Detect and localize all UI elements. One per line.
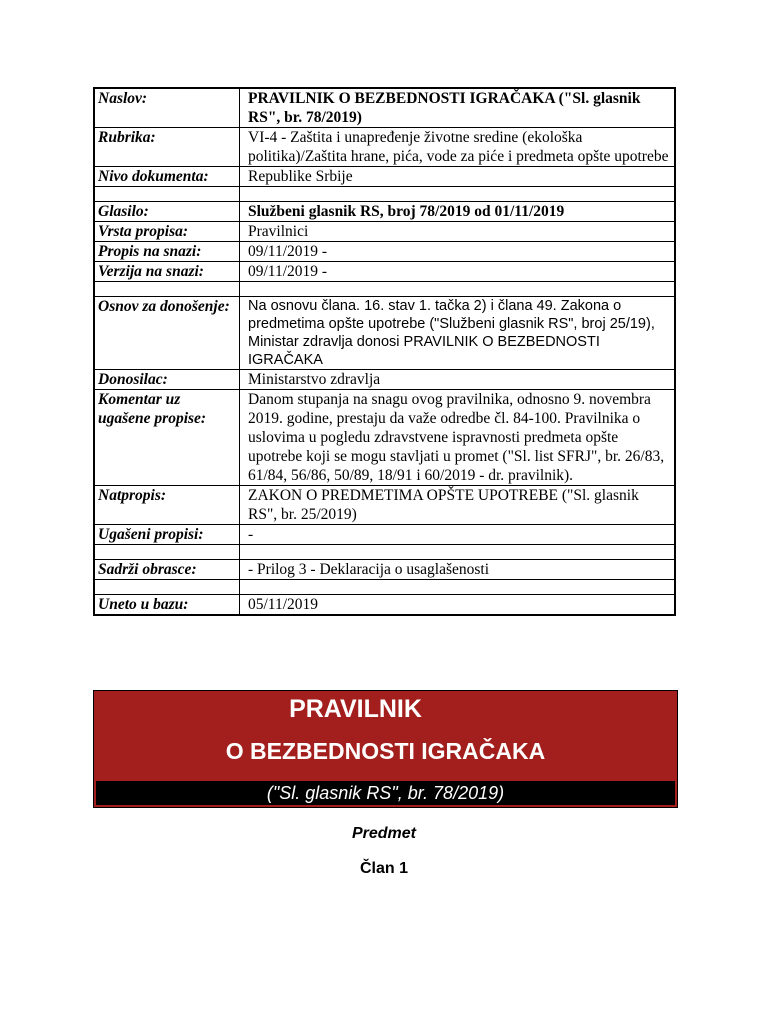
spacer-row — [94, 282, 675, 297]
spacer-row — [94, 580, 675, 595]
row-glasilo — [94, 202, 675, 222]
sadrzi-label: Sadrži obrasce: — [94, 560, 240, 580]
sadrzi-value: - Prilog 3 - Deklaracija o usaglašenosti — [240, 560, 676, 580]
title-banner — [93, 690, 678, 808]
propis-value: 09/11/2019 - — [240, 242, 676, 262]
rubrika-value: VI-4 - Zaštita i unapređenje životne sredine (ekološka politika)/Zaštita hrane, pića, vode za piće i predmeta opšte upotrebe — [240, 128, 676, 167]
row-ugaseni — [94, 525, 675, 545]
row-natpropis — [94, 486, 675, 525]
row-naslov — [94, 88, 675, 128]
banner-title: PRAVILNIK — [289, 695, 422, 723]
row-nivo — [94, 167, 675, 187]
document-metadata-table — [93, 87, 676, 616]
komentar-label: Komentar uz ugašene propise: — [94, 390, 240, 486]
donosilac-label: Donosilac: — [94, 370, 240, 390]
row-sadrzi — [94, 560, 675, 580]
row-osnov — [94, 297, 675, 370]
uneto-label: Uneto u bazu: — [94, 595, 240, 616]
nivo-value: Republike Srbije — [240, 167, 676, 187]
article-heading: Član 1 — [359, 860, 408, 877]
row-rubrika — [94, 128, 675, 167]
glasilo-label: Glasilo: — [94, 202, 240, 222]
ugaseni-label: Ugašeni propisi: — [94, 525, 240, 545]
nivo-label: Nivo dokumenta: — [94, 167, 240, 187]
spacer-row — [94, 545, 675, 560]
natpropis-value: ZAKON O PREDMETIMA OPŠTE UPOTREBE ("Sl. glasnik RS", br. 25/2019) — [240, 486, 676, 525]
rubrika-label: Rubrika: — [94, 128, 240, 167]
banner-gazette: ("Sl. glasnik RS", br. 78/2019) — [96, 781, 675, 805]
row-vrsta — [94, 222, 675, 242]
naslov-label: Naslov: — [94, 88, 240, 128]
osnov-value: Na osnovu člana. 16. stav 1. tačka 2) i člana 49. Zakona o predmetima opšte upotrebe ("Službeni glasnik RS", broj 25/19), Ministar zdravlja donosi PRAVILNIK O BEZBEDNOSTI IGRAČAKA — [240, 297, 676, 370]
propis-label: Propis na snazi: — [94, 242, 240, 262]
vrsta-label: Vrsta propisa: — [94, 222, 240, 242]
naslov-value: PRAVILNIK O BEZBEDNOSTI IGRAČAKA ("Sl. glasnik RS", br. 78/2019) — [240, 88, 676, 128]
row-komentar — [94, 390, 675, 486]
ugaseni-value: - — [240, 525, 676, 545]
row-propis — [94, 242, 675, 262]
verzija-label: Verzija na snazi: — [94, 262, 240, 282]
glasilo-value: Službeni glasnik RS, broj 78/2019 od 01/11/2019 — [240, 202, 676, 222]
banner-subtitle: O BEZBEDNOSTI IGRAČAKA — [225, 738, 546, 764]
vrsta-value: Pravilnici — [240, 222, 676, 242]
row-donosilac — [94, 370, 675, 390]
komentar-value: Danom stupanja na snagu ovog pravilnika, odnosno 9. novembra 2019. godine, prestaju da važe odredbe čl. 84-100. Pravilnika o uslovima u pogledu zdravstvene ispravnosti predmeta opšte upotrebe koji se mogu stavljati u promet ("Sl. list SFRJ", br. 26/83, 61/84, 56/86, 50/89, 18/91 i 60/2019 - dr. pravilnik). — [240, 390, 676, 486]
osnov-label: Osnov za donošenje: — [94, 297, 240, 370]
row-verzija — [94, 262, 675, 282]
natpropis-label: Natpropis: — [94, 486, 240, 525]
row-uneto — [94, 595, 675, 616]
section-heading: Predmet — [351, 825, 417, 842]
spacer-row — [94, 187, 675, 202]
uneto-value: 05/11/2019 — [240, 595, 676, 616]
donosilac-value: Ministarstvo zdravlja — [240, 370, 676, 390]
verzija-value: 09/11/2019 - — [240, 262, 676, 282]
